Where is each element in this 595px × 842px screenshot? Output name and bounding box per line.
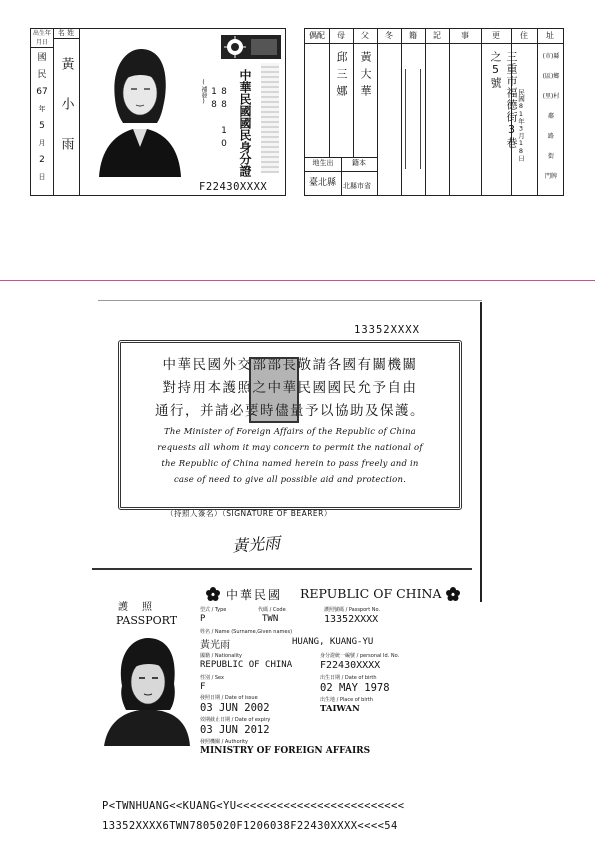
plum-blossom-icon <box>206 587 220 601</box>
hologram-strip <box>261 63 279 173</box>
spouse-header: 偶配 <box>309 31 325 40</box>
national-emblem-icon <box>221 35 281 59</box>
request-cjk-line: 通行，并請必要時儘量予以協助及保護。 <box>155 403 425 419</box>
country-name-en: REPUBLIC OF CHINA <box>300 586 442 601</box>
passport-no-value: 13352XXXX <box>324 614 379 625</box>
dob-values <box>31 48 53 186</box>
type-value: P <box>200 614 206 624</box>
address-label: 門牌 <box>544 173 557 180</box>
col-line <box>329 29 330 157</box>
mrz-line-1: P<TWNHUANG<<KUANG<YU<<<<<<<<<<<<<<<<<<<<<<<<< <box>102 800 405 812</box>
col-line <box>537 29 538 195</box>
address-label: (區)鄉 <box>542 73 560 80</box>
code-value: TWN <box>262 614 279 624</box>
nationality-value: REPUBLIC OF CHINA <box>200 660 293 670</box>
code-label: 代碼 / Code <box>258 607 286 613</box>
header-cell: 住 <box>520 31 528 40</box>
dob-label: 出生日期 / Date of birth <box>320 675 377 681</box>
sex-value: F <box>200 682 206 692</box>
personal-id-label: 身分證統一編號 / personal Id. No. <box>320 653 400 659</box>
dob-day: 2 <box>39 155 45 165</box>
issue-date-label: 發照日期 / Date of issue <box>200 695 258 701</box>
passport-word-cn: 護照 <box>118 602 166 613</box>
address-label: 鄰 <box>547 113 554 120</box>
request-en-line: The Minister of Foreign Affairs of the Republic of China <box>164 427 416 437</box>
id-card-front <box>30 28 286 196</box>
portrait-photo <box>102 632 192 746</box>
birthplace-value: TAIWAN <box>320 704 360 714</box>
dob-column <box>31 29 54 195</box>
header-cell: 址 <box>546 31 554 40</box>
dob-char: 年 <box>38 105 46 113</box>
address-label: (里)村 <box>542 93 560 100</box>
expiry-date-label: 效期截止日期 / Date of expiry <box>200 717 271 723</box>
request-en-line: the Republic of China named herein to pass freely and in <box>161 459 419 469</box>
name-header: 名 姓 <box>53 29 79 39</box>
address-label: 街 <box>547 153 554 160</box>
passport-scan <box>92 296 492 836</box>
page-fold <box>92 568 472 570</box>
header-cell: 籍 <box>409 31 417 40</box>
address-date: 民國81年3月18日 <box>517 89 525 162</box>
type-label: 型式 / Type <box>200 607 227 613</box>
signature-label: （持照人簽名）（SIGNATURE OF BEARER） <box>166 509 332 518</box>
reissue-label: (補發) <box>200 79 207 105</box>
header-cell: 事 <box>461 31 469 40</box>
country-name-cn: 中華民國 <box>226 588 283 602</box>
personal-id-value: F22430XXXX <box>320 660 381 671</box>
dob-header: 出生年月日 <box>32 30 51 46</box>
col-line <box>353 29 354 157</box>
col-line <box>425 29 426 195</box>
id-card-back <box>304 28 564 196</box>
address-record: 三重市福德街3巷之5號 <box>489 51 518 149</box>
native-header: 籍本 <box>352 159 366 167</box>
father-name: 黃大華 <box>359 51 372 102</box>
col-line <box>341 157 342 195</box>
dob-month: 5 <box>39 121 45 131</box>
authority-value: MINISTRY OF FOREIGN AFFAIRS <box>200 746 371 756</box>
section-divider <box>0 280 595 281</box>
address-label: 路 <box>547 133 554 140</box>
col-line <box>449 29 450 195</box>
issue-date: 88 10 18 <box>209 87 229 152</box>
dob-year: 67 <box>36 87 48 97</box>
mrz-line-2: 13352XXXX6TWN7805020F1206038F22430XXXX<<<<54 <box>102 820 398 832</box>
header-cell: 記 <box>433 31 441 40</box>
address-label: (市)縣 <box>542 53 560 60</box>
birthplace-header: 地生出 <box>312 159 334 167</box>
passport-photo <box>102 632 192 746</box>
native-place: 北縣市省 <box>343 182 371 190</box>
request-cjk-line: 中華民國外交部部長敬請各國有關機關 <box>162 357 418 373</box>
dob-char: 國 <box>37 53 47 63</box>
col-line <box>377 29 378 195</box>
name-en-value: HUANG, KUANG-YU <box>292 637 374 647</box>
plum-blossom-icon <box>446 587 460 601</box>
holder-name: 黃 小 雨 <box>58 57 74 156</box>
minister-request-box <box>118 340 462 510</box>
mother-header: 母 <box>337 31 345 40</box>
nationality-label: 國籍 / Nationality <box>200 653 243 659</box>
sex-label: 性別 / Sex <box>200 675 224 681</box>
col-line <box>481 29 482 195</box>
passport-word-en: PASSPORT <box>116 614 178 627</box>
header-cell: 冬 <box>385 31 393 40</box>
expiry-date-value: 03 JUN 2012 <box>200 724 270 736</box>
name-label: 姓名 / Name (Surname,Given names) <box>200 629 293 635</box>
id-photo <box>93 37 185 177</box>
col-line <box>401 29 402 195</box>
authority-label: 發照機關 / Authority <box>200 739 249 745</box>
mother-name: 邱三娜 <box>335 51 348 102</box>
birthplace: 臺北縣 <box>309 178 337 188</box>
emblem-left <box>206 586 220 605</box>
birthplace-label: 出生地 / Place of birth <box>320 697 373 703</box>
official-seal <box>249 357 299 423</box>
emblem-right <box>446 586 460 605</box>
dob-char: 月 <box>38 139 46 147</box>
scan-edge-top <box>98 300 482 301</box>
name-cn-value: 黃光雨 <box>200 640 230 651</box>
name-column <box>53 29 80 195</box>
record-lines <box>405 69 421 169</box>
dob-char: 日 <box>38 173 46 181</box>
holder-signature: 黃光雨 <box>231 533 281 556</box>
scan-edge <box>480 302 482 602</box>
request-en <box>121 427 459 485</box>
dob-value: 02 MAY 1978 <box>320 682 390 694</box>
issue-date-value: 03 JUN 2002 <box>200 702 270 714</box>
address-labels <box>540 47 562 187</box>
request-cjk-line: 對持用本護照之中華民國國民允予自由 <box>162 380 418 396</box>
header-rule <box>305 43 563 44</box>
portrait-photo <box>93 37 185 177</box>
request-en-line: case of need to give all possible aid and protection. <box>173 475 407 485</box>
request-en-line: requests all whom it may concern to permit the national of <box>157 443 423 453</box>
id-number: F22430XXXX <box>199 181 268 193</box>
dob-char: 民 <box>37 70 47 80</box>
id-card-title: 中華民國國民身分證 <box>238 69 252 177</box>
emblem <box>221 35 281 59</box>
father-header: 父 <box>361 31 369 40</box>
header-cell: 更 <box>492 31 500 40</box>
passport-no-label: 護照號碼 / Passport No. <box>324 607 381 613</box>
passport-number-top: 13352XXXX <box>354 324 420 336</box>
